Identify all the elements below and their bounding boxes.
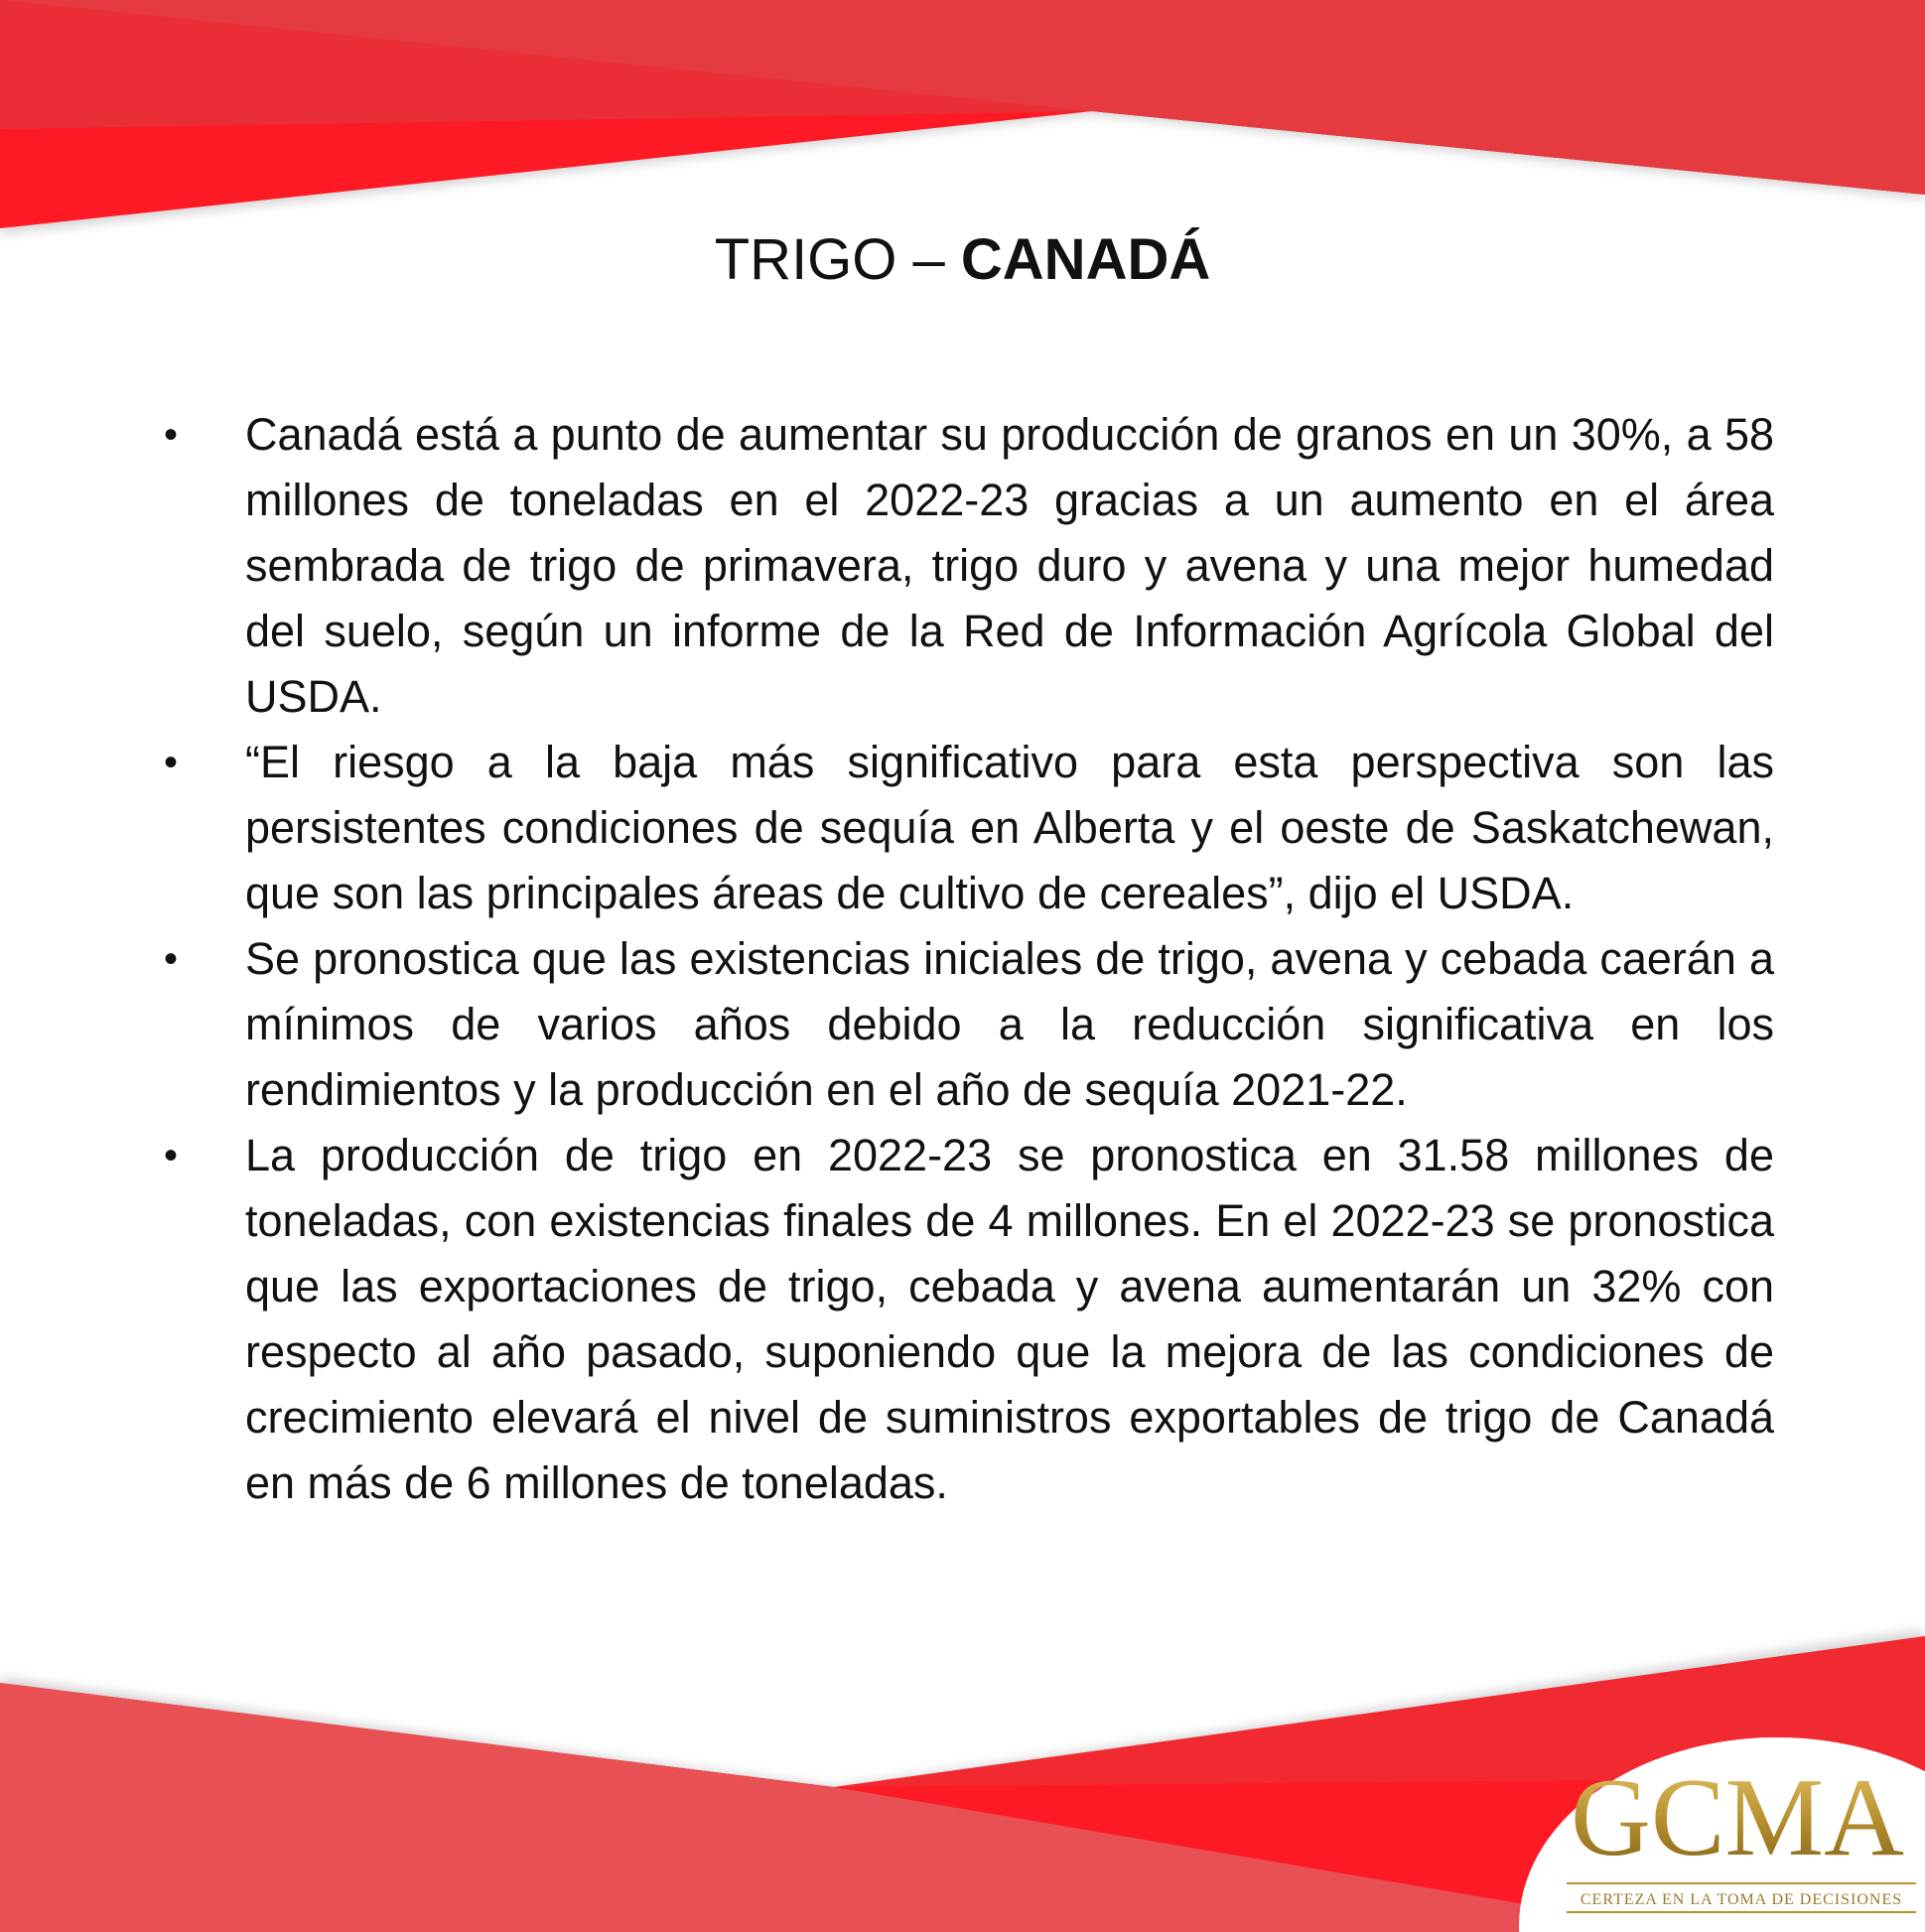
title-bold: CANADÁ	[960, 227, 1211, 292]
bullet-marker: •	[164, 1134, 179, 1177]
bullet-text: Se pronostica que las existencias iniciales de trigo, avena y cebada caerán a mínimos de varios años debido a la reducción significativa en los rendimientos y la producción en el año de sequía 2021-22.	[245, 933, 1774, 1115]
gcma-logo	[1499, 1727, 1925, 1932]
bullet-item	[164, 402, 1774, 730]
bullet-marker: •	[164, 413, 179, 457]
bullet-item	[164, 1123, 1774, 1516]
bullet-marker: •	[164, 741, 179, 784]
logo-tagline: CERTEZA EN LA TOMA DE DECISIONES	[1580, 1891, 1903, 1908]
top-banner	[0, 0, 1925, 233]
bullet-marker: •	[164, 937, 179, 981]
logo-wordmark: GCMA	[1570, 1756, 1905, 1879]
bullet-list	[164, 402, 1774, 1516]
title-plain: TRIGO –	[714, 227, 961, 292]
bullet-text: La producción de trigo en 2022-23 se pronostica en 31.58 millones de toneladas, con existencias finales de 4 millones. En el 2022-23 se pronostica que las exportaciones de trigo, cebada y avena aumentarán un 32% con respecto al año pasado, suponiendo que la mejora de las condiciones de crecimiento elevará el nivel de suministros exportables de trigo de Canadá en más de 6 millones de toneladas.	[245, 1130, 1774, 1508]
bullet-item	[164, 730, 1774, 926]
slide-title	[0, 226, 1925, 293]
bullet-item	[164, 926, 1774, 1123]
bullet-text: Canadá está a punto de aumentar su producción de granos en un 30%, a 58 millones de toneladas en el 2022-23 gracias a un aumento en el área sembrada de trigo de primavera, trigo duro y avena y una mejor humedad del suelo, según un informe de la Red de Información Agrícola Global del USDA.	[245, 409, 1774, 722]
bullet-text: “El riesgo a la baja más significativo para esta perspectiva son las persistentes condiciones de sequía en Alberta y el oeste de Saskatchewan, que son las principales áreas de cultivo de cereales”, dijo el USDA.	[245, 737, 1774, 918]
